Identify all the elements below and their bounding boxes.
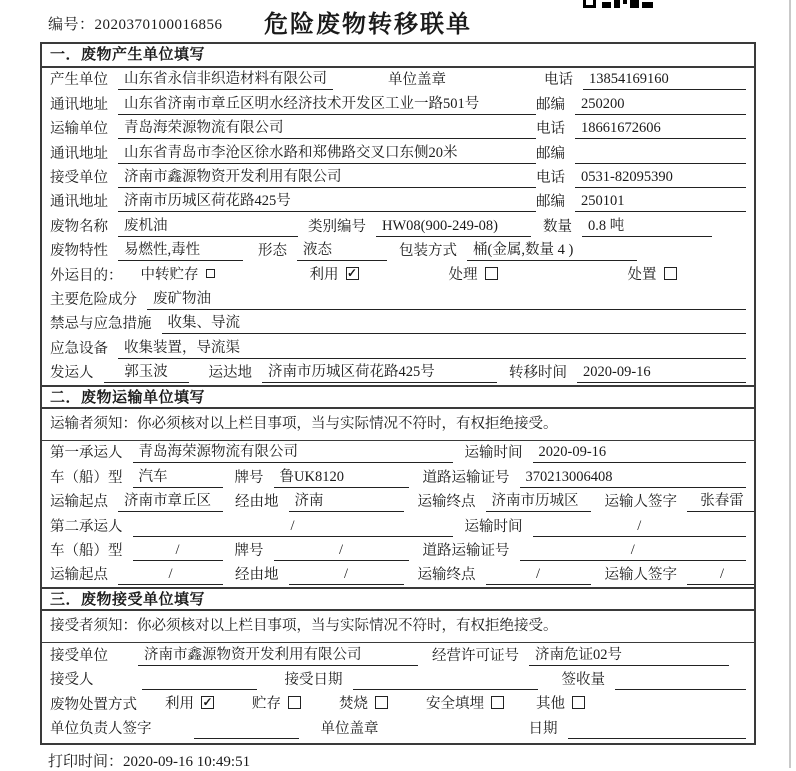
checkbox-option <box>536 692 585 713</box>
checkbox-unchecked-icon <box>664 267 677 280</box>
field-label: 运输人签字 <box>604 567 677 584</box>
field-value: / <box>274 542 409 561</box>
field-value: / <box>687 566 756 585</box>
serial-value: 2020370100016856 <box>94 17 223 33</box>
field-label: 邮编 <box>536 145 565 162</box>
form-line <box>42 563 754 587</box>
field-value: 易燃性,毒性 <box>118 238 243 261</box>
form-line <box>42 336 754 360</box>
checkbox-label: 利用 <box>165 695 194 712</box>
field-value: 废机油 <box>118 214 298 237</box>
form-line <box>42 312 754 336</box>
field-label: 产生单位 <box>50 72 108 89</box>
checkbox-unchecked-icon <box>375 696 388 709</box>
field-label: 废物名称 <box>50 218 108 235</box>
form-line <box>42 263 754 287</box>
field-label: 经由地 <box>235 567 279 584</box>
field-value: 收集装置，导流渠 <box>118 336 746 359</box>
field-label: 运输起点 <box>50 494 108 511</box>
form-line <box>42 514 754 538</box>
field-value: HW08(900-249-08) <box>376 218 531 237</box>
field-value: 废矿物油 <box>147 287 746 310</box>
field-value: 2020-09-16 <box>577 364 746 383</box>
field-label: 通讯地址 <box>50 194 108 211</box>
form-line <box>42 239 754 263</box>
field-label: 接受日期 <box>284 672 343 689</box>
field-label: 日期 <box>528 720 558 737</box>
field-value: / <box>118 566 223 585</box>
checkbox-option <box>165 692 214 713</box>
field-label: 单位负责人签字 <box>50 720 152 737</box>
field-value: / <box>133 542 223 561</box>
field-label: 通讯地址 <box>50 96 108 113</box>
field-value: 济南市历城区荷花路425号 <box>262 360 497 383</box>
field-value: 山东省永信非织造材料有限公司 <box>118 67 333 90</box>
field-value: 济南市章丘区 <box>118 489 223 512</box>
field-value: / <box>520 542 747 561</box>
field-value: 鲁UK8120 <box>274 465 409 488</box>
form-line <box>42 190 754 214</box>
field-label: 运输时间 <box>464 445 523 462</box>
field-label: 单位盖章 <box>320 720 379 737</box>
checkbox-checked-icon: ✓ <box>202 694 213 709</box>
field-label: 牌号 <box>234 543 264 560</box>
field-label: 单位盖章 <box>388 72 446 89</box>
form-line <box>42 692 754 716</box>
checkbox-option <box>426 692 504 713</box>
checkbox-label: 利用 <box>309 266 339 283</box>
field-value: / <box>289 566 404 585</box>
field-label: 邮编 <box>536 194 565 211</box>
checkbox-option <box>310 263 359 284</box>
field-label: 类别编号 <box>308 218 366 235</box>
form-line <box>42 539 754 563</box>
checkbox-label: 中转贮存 <box>140 266 199 283</box>
field-label: 车（船）型 <box>50 543 123 560</box>
checkbox-option <box>252 692 301 713</box>
form-line <box>42 441 754 465</box>
field-label: 转移时间 <box>509 365 567 382</box>
field-label: 经由地 <box>235 494 279 511</box>
checkbox-unchecked-icon <box>491 696 504 709</box>
field-value: / <box>486 566 591 585</box>
field-value: 张春雷 <box>687 489 756 512</box>
field-label: 签收量 <box>561 672 605 689</box>
field-label: 道路运输证号 <box>422 469 510 486</box>
field-value: 郭玉波 <box>104 360 189 383</box>
field-value: 济南 <box>289 489 404 512</box>
field-value <box>194 720 299 739</box>
field-label: 数量 <box>543 218 572 235</box>
field-label: 外运目的： <box>50 267 123 284</box>
field-label: 运达地 <box>208 365 252 382</box>
section-notice-receiver: 接受者须知：你必须核对以上栏目事项，当与实际情况不符时，有权拒绝接受。 <box>42 611 754 643</box>
field-label: 经营许可证号 <box>432 647 519 664</box>
section-header-receiver: 三．废物接受单位填写 <box>42 587 754 611</box>
field-value: 济南市鑫源物资开发利用有限公司 <box>118 165 536 188</box>
field-value: 250200 <box>575 96 746 115</box>
field-value: 13854169160 <box>583 71 746 90</box>
field-value <box>575 145 746 164</box>
field-label: 运输终点 <box>417 567 476 584</box>
print-time-label: 打印时间： <box>48 754 124 770</box>
field-value: 370213006408 <box>520 469 747 488</box>
field-label: 包装方式 <box>399 243 457 260</box>
field-value: 汽车 <box>133 465 223 488</box>
field-value: 2020-09-16 <box>533 444 747 463</box>
checkbox-label: 焚烧 <box>339 695 368 712</box>
form-line <box>42 117 754 141</box>
checkbox-checked-icon: ✓ <box>346 265 358 280</box>
field-label: 接受人 <box>50 672 94 689</box>
field-label: 接受单位 <box>50 169 108 186</box>
field-value: 18661672606 <box>575 120 746 139</box>
form-line <box>42 288 754 312</box>
field-value: 桶(金属,数量 4 ) <box>467 238 637 261</box>
field-value: 山东省济南市章丘区明水经济技术开发区工业一路501号 <box>118 92 536 115</box>
checkbox-label: 安全填埋 <box>426 695 484 712</box>
field-value: / <box>133 518 453 537</box>
field-value: 250101 <box>575 193 746 212</box>
form-line <box>42 490 754 514</box>
section-header-transporter: 二．废物运输单位填写 <box>42 385 754 409</box>
section-notice-transporter: 运输者须知：你必须核对以上栏目事项，当与实际情况不符时，有权拒绝接受。 <box>42 409 754 441</box>
field-label: 道路运输证号 <box>422 543 510 560</box>
field-label: 禁忌与应急措施 <box>50 316 152 333</box>
field-value: 济南市历城区荷花路425号 <box>118 189 536 212</box>
field-label: 运输人签字 <box>604 494 677 511</box>
field-value <box>568 720 747 739</box>
checkbox-unchecked-icon <box>288 696 301 709</box>
field-label: 运输终点 <box>417 494 476 511</box>
form-line <box>42 643 754 667</box>
field-value <box>353 671 538 690</box>
form-line <box>42 668 754 692</box>
field-label: 电话 <box>536 169 565 186</box>
field-label: 形态 <box>258 243 287 260</box>
field-value <box>142 671 257 690</box>
page-right-edge <box>789 0 791 768</box>
form-line <box>42 361 754 385</box>
field-label: 牌号 <box>234 469 264 486</box>
field-label: 电话 <box>544 72 573 89</box>
field-label: 运输起点 <box>50 567 108 584</box>
page-title: 危险废物转移联单 <box>264 12 472 38</box>
form-line <box>42 717 754 741</box>
field-label: 电话 <box>536 121 565 138</box>
form-line <box>42 214 754 238</box>
field-label: 第一承运人 <box>50 445 123 462</box>
form-table <box>40 42 756 745</box>
checkbox-label: 处理 <box>448 266 478 283</box>
field-value: 收集、导流 <box>162 311 747 334</box>
checkbox-unchecked-icon <box>485 267 498 280</box>
form-line <box>42 141 754 165</box>
field-value: 青岛海荣源物流有限公司 <box>133 440 453 463</box>
form-line <box>42 92 754 116</box>
field-label: 运输时间 <box>464 518 523 535</box>
checkbox-option <box>141 263 215 284</box>
field-value: 济南危证02号 <box>529 643 729 666</box>
field-label: 通讯地址 <box>50 145 108 162</box>
checkbox-label: 其他 <box>536 695 565 712</box>
field-value: / <box>533 518 747 537</box>
checkbox-unchecked-icon <box>206 269 215 278</box>
field-label: 邮编 <box>536 96 565 113</box>
field-value: 济南市历城区 <box>486 489 591 512</box>
print-time-value: 2020-09-16 10:49:51 <box>123 754 251 770</box>
field-label: 应急设备 <box>50 340 108 357</box>
checkbox-option <box>339 692 388 713</box>
field-value: 0531-82095390 <box>575 169 746 188</box>
field-value: 液态 <box>297 238 387 261</box>
form-line <box>42 166 754 190</box>
checkbox-label: 处置 <box>627 266 657 283</box>
checkbox-option <box>449 263 498 284</box>
serial-label: 编号： <box>48 17 95 33</box>
checkbox-unchecked-icon <box>572 696 585 709</box>
field-value: 济南市鑫源物资开发利用有限公司 <box>138 643 418 666</box>
form-line <box>42 465 754 489</box>
field-label: 接受单位 <box>50 647 108 664</box>
checkbox-option <box>628 263 677 284</box>
field-label: 运输单位 <box>50 121 108 138</box>
field-value: 山东省青岛市李沧区徐水路和郑佛路交叉口东侧20米 <box>118 141 536 164</box>
checkbox-label: 贮存 <box>252 695 281 712</box>
field-label: 废物处置方式 <box>50 696 137 713</box>
field-label: 发运人 <box>50 365 94 382</box>
qr-code-icon <box>583 0 653 9</box>
field-label: 车（船）型 <box>50 469 123 486</box>
field-value <box>615 671 746 690</box>
field-label: 主要危险成分 <box>50 291 137 308</box>
form-line <box>42 68 754 92</box>
field-label: 废物特性 <box>50 243 108 260</box>
section-header-producer: 一．废物产生单位填写 <box>42 44 754 68</box>
field-value: 青岛海荣源物流有限公司 <box>118 116 536 139</box>
field-value: 0.8 吨 <box>582 214 712 237</box>
document-header <box>0 0 796 40</box>
field-label: 第二承运人 <box>50 518 123 535</box>
